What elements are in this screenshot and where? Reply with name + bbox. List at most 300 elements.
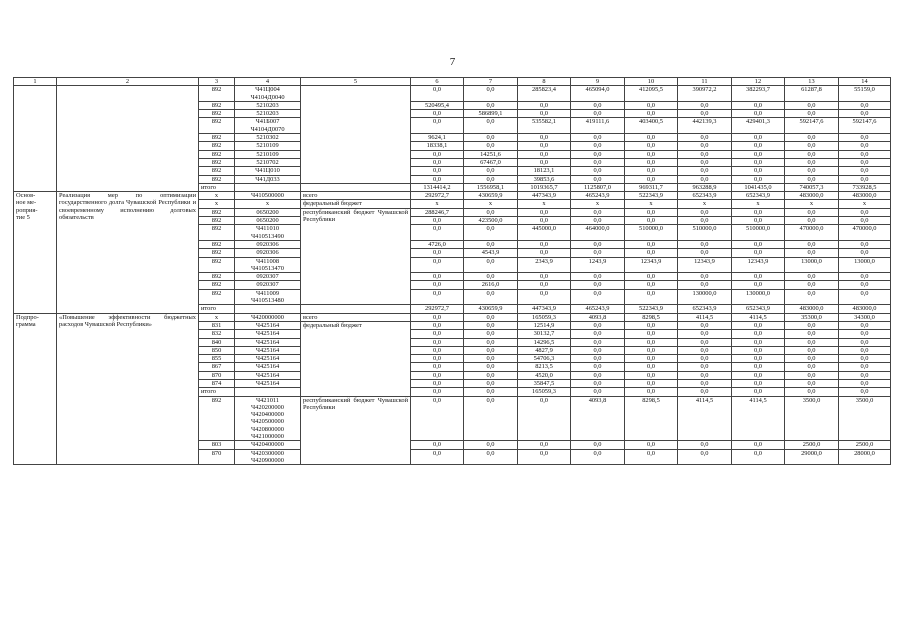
value-cell: 13000,0 — [785, 257, 839, 273]
budget-code: Ч425164 — [235, 346, 301, 354]
value-cell: 0,0 — [839, 363, 891, 371]
value-cell: 470000,0 — [785, 225, 839, 241]
cell-line: 0650200 — [256, 208, 279, 216]
value-cell: 522343,9 — [625, 192, 678, 200]
value-cell: 4093,8 — [571, 313, 625, 321]
budget-code — [235, 134, 301, 142]
table-row — [14, 86, 891, 102]
value-cell: 0,0 — [571, 355, 625, 363]
cell-line: Ч420200000 — [251, 403, 284, 411]
value-cell: 0,0 — [732, 346, 785, 354]
subprogram-label — [14, 313, 57, 465]
cell-line: 0920306 — [256, 240, 279, 248]
value-cell: 0,0 — [785, 158, 839, 166]
value-cell: 3500,0 — [785, 396, 839, 441]
value-cell: 0,0 — [625, 289, 678, 305]
value-cell: 0,0 — [678, 441, 732, 449]
value-cell: 0,0 — [839, 158, 891, 166]
value-cell: 1019365,7 — [518, 183, 571, 191]
value-cell: 0,0 — [785, 240, 839, 248]
value-cell: 28000,0 — [839, 449, 891, 465]
value-cell: 0,0 — [732, 134, 785, 142]
value-cell: 3500,0 — [839, 396, 891, 441]
value-cell: 4114,5 — [678, 313, 732, 321]
total-label: итого — [199, 388, 235, 396]
value-cell: 0,0 — [625, 441, 678, 449]
value-cell: 0,0 — [839, 217, 891, 225]
page-number: 7 — [449, 56, 456, 68]
value-cell: 0,0 — [785, 167, 839, 175]
value-cell: 0,0 — [571, 249, 625, 257]
admin-code: 892 — [199, 101, 235, 109]
value-cell: 0,0 — [839, 346, 891, 354]
value-cell: 39853,6 — [518, 175, 571, 183]
value-cell: 0,0 — [625, 208, 678, 216]
value-cell: 0,0 — [518, 158, 571, 166]
value-cell: 0,0 — [732, 321, 785, 329]
description-cell — [57, 86, 199, 192]
value-cell: 0,0 — [678, 217, 732, 225]
budget-code: x — [235, 200, 301, 208]
budget-code: Ч425164 — [235, 379, 301, 387]
value-cell: 8213,5 — [518, 363, 571, 371]
budget-code — [235, 281, 301, 289]
cell-line: 5210203 — [256, 110, 279, 118]
value-cell: 0,0 — [839, 330, 891, 338]
value-cell: 0,0 — [785, 175, 839, 183]
value-cell: 0,0 — [839, 355, 891, 363]
value-cell: 0,0 — [839, 371, 891, 379]
empty-cell — [235, 183, 301, 191]
value-cell: 0,0 — [678, 249, 732, 257]
admin-code: 892 — [199, 86, 235, 102]
value-cell: 969311,7 — [625, 183, 678, 191]
budget-code: Ч425164 — [235, 363, 301, 371]
value-cell: 0,0 — [785, 379, 839, 387]
column-number: 4 — [235, 78, 301, 86]
value-cell: 285823,4 — [518, 86, 571, 102]
value-cell: 0,0 — [785, 338, 839, 346]
table-body — [14, 78, 891, 465]
value-cell: 0,0 — [464, 175, 518, 183]
value-cell: 0,0 — [464, 449, 518, 465]
value-cell: 1041435,0 — [732, 183, 785, 191]
cell-line: Ч420500000 — [251, 418, 284, 426]
value-cell: 0,0 — [678, 371, 732, 379]
value-cell: 0,0 — [625, 338, 678, 346]
value-cell: 0,0 — [411, 396, 464, 441]
value-cell: 0,0 — [464, 379, 518, 387]
value-cell: 0,0 — [678, 281, 732, 289]
budget-code — [235, 273, 301, 281]
value-cell: 465243,9 — [571, 305, 625, 313]
budget-code: Ч425164 — [235, 338, 301, 346]
value-cell: 0,0 — [678, 110, 732, 118]
value-cell: 165059,3 — [518, 313, 571, 321]
value-cell: 0,0 — [732, 217, 785, 225]
cell-line: Ч420400000 — [251, 411, 284, 419]
value-cell: 0,0 — [839, 273, 891, 281]
value-cell: x — [625, 200, 678, 208]
value-cell: 0,0 — [785, 330, 839, 338]
value-cell: 0,0 — [464, 257, 518, 273]
value-cell: 0,0 — [411, 449, 464, 465]
value-cell: 0,0 — [785, 273, 839, 281]
value-cell: 0,0 — [411, 346, 464, 354]
value-cell: 0,0 — [625, 101, 678, 109]
value-cell: 0,0 — [411, 167, 464, 175]
funding-source: всего — [301, 192, 411, 200]
value-cell: 0,0 — [464, 396, 518, 441]
value-cell: 0,0 — [678, 330, 732, 338]
value-cell: 429401,3 — [732, 118, 785, 134]
admin-code: 874 — [199, 379, 235, 387]
value-cell: 382293,7 — [732, 86, 785, 102]
admin-code: 892 — [199, 217, 235, 225]
admin-code: x — [199, 192, 235, 200]
value-cell: 0,0 — [411, 257, 464, 273]
value-cell: 740057,3 — [785, 183, 839, 191]
admin-code: 892 — [199, 240, 235, 248]
value-cell: 0,0 — [625, 240, 678, 248]
budget-code — [235, 86, 301, 102]
admin-code: 867 — [199, 363, 235, 371]
value-cell: 0,0 — [839, 379, 891, 387]
cell-line: Ч41Д033 — [255, 175, 280, 183]
value-cell: 0,0 — [839, 134, 891, 142]
value-cell: 0,0 — [839, 281, 891, 289]
funding-source: республиканский бюджет Чувашской Республики — [301, 208, 411, 305]
value-cell: 13000,0 — [839, 257, 891, 273]
cell-line: Ч420400000 — [251, 441, 284, 449]
funding-source: федеральный бюджет — [301, 321, 411, 396]
admin-code: 892 — [199, 150, 235, 158]
budget-code — [235, 396, 301, 441]
value-cell: 592147,6 — [785, 118, 839, 134]
value-cell: 963288,9 — [678, 183, 732, 191]
value-cell: 0,0 — [518, 396, 571, 441]
value-cell: 0,0 — [785, 346, 839, 354]
budget-code: Ч425164 — [235, 330, 301, 338]
value-cell: 0,0 — [518, 289, 571, 305]
value-cell: 18123,1 — [518, 167, 571, 175]
column-number: 14 — [839, 78, 891, 86]
column-number: 9 — [571, 78, 625, 86]
budget-code — [235, 101, 301, 109]
value-cell: 0,0 — [625, 388, 678, 396]
budget-code — [235, 249, 301, 257]
value-cell: 0,0 — [785, 281, 839, 289]
value-cell: 442139,3 — [678, 118, 732, 134]
value-cell: 0,0 — [839, 338, 891, 346]
value-cell: 0,0 — [571, 346, 625, 354]
value-cell: 0,0 — [785, 110, 839, 118]
value-cell: 0,0 — [518, 208, 571, 216]
value-cell: 0,0 — [464, 208, 518, 216]
budget-code — [235, 441, 301, 449]
admin-code: 892 — [199, 281, 235, 289]
value-cell: 419111,6 — [571, 118, 625, 134]
admin-code: 892 — [199, 257, 235, 273]
budget-code: Ч420000000 — [235, 313, 301, 321]
value-cell: 0,0 — [678, 379, 732, 387]
funding-source: республиканский бюджет Чувашской Республики — [301, 396, 411, 465]
budget-code: Ч425164 — [235, 355, 301, 363]
value-cell: 445000,0 — [518, 225, 571, 241]
value-cell: 0,0 — [411, 249, 464, 257]
value-cell: 30132,7 — [518, 330, 571, 338]
value-cell: 464000,0 — [571, 225, 625, 241]
value-cell: 0,0 — [785, 388, 839, 396]
value-cell: 0,0 — [785, 208, 839, 216]
budget-table — [13, 77, 891, 465]
admin-code: x — [199, 313, 235, 321]
admin-code: 892 — [199, 142, 235, 150]
empty-cell — [301, 183, 411, 191]
value-cell: 54706,3 — [518, 355, 571, 363]
value-cell: 67467,0 — [464, 158, 518, 166]
value-cell: 0,0 — [625, 175, 678, 183]
budget-code — [235, 257, 301, 273]
value-cell: 130000,0 — [732, 289, 785, 305]
cell-line: Ч421011 — [255, 396, 280, 404]
value-cell: 0,0 — [411, 330, 464, 338]
value-cell: 2500,0 — [839, 441, 891, 449]
value-cell: 0,0 — [518, 150, 571, 158]
value-cell: 447343,9 — [518, 305, 571, 313]
value-cell: 4520,0 — [518, 371, 571, 379]
column-number: 6 — [411, 78, 464, 86]
value-cell: x — [785, 200, 839, 208]
value-cell: 0,0 — [785, 321, 839, 329]
value-cell: 403400,5 — [625, 118, 678, 134]
value-cell: 0,0 — [785, 142, 839, 150]
value-cell: 0,0 — [518, 249, 571, 257]
value-cell: 0,0 — [732, 175, 785, 183]
admin-code: 803 — [199, 441, 235, 449]
admin-code: 892 — [199, 208, 235, 216]
value-cell: 14296,5 — [518, 338, 571, 346]
table-row — [14, 192, 891, 200]
value-cell: 0,0 — [678, 142, 732, 150]
value-cell: 0,0 — [732, 363, 785, 371]
value-cell: 483000,0 — [785, 192, 839, 200]
value-cell: 0,0 — [464, 313, 518, 321]
value-cell: 0,0 — [732, 240, 785, 248]
value-cell: 0,0 — [571, 240, 625, 248]
value-cell: 0,0 — [571, 289, 625, 305]
budget-code — [235, 240, 301, 248]
value-cell: 0,0 — [678, 321, 732, 329]
value-cell: 0,0 — [625, 217, 678, 225]
value-cell: 0,0 — [732, 158, 785, 166]
header-row — [14, 78, 891, 86]
value-cell: 0,0 — [411, 313, 464, 321]
budget-code — [235, 225, 301, 241]
column-number: 12 — [732, 78, 785, 86]
value-cell: 0,0 — [785, 371, 839, 379]
value-cell: 520495,4 — [411, 101, 464, 109]
value-cell: 12343,9 — [678, 257, 732, 273]
value-cell: 0,0 — [411, 86, 464, 102]
value-cell: x — [839, 200, 891, 208]
value-cell: 0,0 — [518, 441, 571, 449]
value-cell: 0,0 — [571, 330, 625, 338]
total-label: итого — [199, 305, 235, 313]
admin-code: 892 — [199, 118, 235, 134]
value-cell: 4114,5 — [732, 396, 785, 441]
admin-code: 870 — [199, 449, 235, 465]
value-cell: 0,0 — [464, 388, 518, 396]
value-cell: 12514,9 — [518, 321, 571, 329]
budget-code — [235, 449, 301, 465]
admin-code: 892 — [199, 225, 235, 241]
value-cell: 4093,8 — [571, 396, 625, 441]
budget-code: Ч425164 — [235, 321, 301, 329]
value-cell: 0,0 — [571, 363, 625, 371]
value-cell: 652343,9 — [678, 192, 732, 200]
value-cell: 0,0 — [411, 441, 464, 449]
value-cell: x — [518, 200, 571, 208]
value-cell: 0,0 — [678, 134, 732, 142]
value-cell: 0,0 — [625, 150, 678, 158]
value-cell: 0,0 — [411, 110, 464, 118]
column-number: 11 — [678, 78, 732, 86]
value-cell: 35300,0 — [785, 313, 839, 321]
value-cell: 4114,5 — [732, 313, 785, 321]
value-cell: 0,0 — [839, 208, 891, 216]
value-cell: 0,0 — [785, 249, 839, 257]
value-cell: 483000,0 — [839, 305, 891, 313]
value-cell: 0,0 — [464, 240, 518, 248]
value-cell: 0,0 — [464, 338, 518, 346]
value-cell: 510000,0 — [732, 225, 785, 241]
value-cell: 0,0 — [732, 249, 785, 257]
value-cell: 1243,9 — [571, 257, 625, 273]
cell-line: 0920307 — [256, 273, 279, 281]
value-cell: 652343,9 — [678, 305, 732, 313]
value-cell: 0,0 — [411, 150, 464, 158]
value-cell: 0,0 — [571, 134, 625, 142]
value-cell: 1125807,0 — [571, 183, 625, 191]
value-cell: 0,0 — [464, 371, 518, 379]
value-cell: 0,0 — [571, 158, 625, 166]
value-cell: 0,0 — [571, 388, 625, 396]
value-cell: 0,0 — [732, 150, 785, 158]
value-cell: 0,0 — [411, 363, 464, 371]
subprogram-description: «Повышение эффективности бюджетных расходов Чувашской Республики» — [57, 313, 199, 465]
value-cell: 55159,0 — [839, 86, 891, 102]
value-cell: x — [571, 200, 625, 208]
value-cell: x — [732, 200, 785, 208]
value-cell: 0,0 — [678, 240, 732, 248]
cell-line: 5210109 — [256, 150, 279, 158]
value-cell: 1556958,1 — [464, 183, 518, 191]
cell-line: ное ме- — [16, 199, 37, 207]
value-cell: 447343,9 — [518, 192, 571, 200]
admin-code: 892 — [199, 396, 235, 441]
value-cell: 0,0 — [625, 363, 678, 371]
cell-line: Ч410513490 — [251, 232, 284, 240]
value-cell: 0,0 — [571, 449, 625, 465]
value-cell: 0,0 — [411, 158, 464, 166]
source-cell — [301, 86, 411, 184]
value-cell: 0,0 — [625, 379, 678, 387]
admin-code: 831 — [199, 321, 235, 329]
admin-code: 892 — [199, 158, 235, 166]
cell-line: Ч420800000 — [251, 425, 284, 433]
column-number: 3 — [199, 78, 235, 86]
admin-code: 840 — [199, 338, 235, 346]
value-cell: 0,0 — [625, 321, 678, 329]
value-cell: 2500,0 — [785, 441, 839, 449]
value-cell: 0,0 — [518, 110, 571, 118]
value-cell: 0,0 — [464, 101, 518, 109]
value-cell: 0,0 — [571, 142, 625, 150]
value-cell: 0,0 — [464, 273, 518, 281]
cell-line: роприя- — [16, 206, 38, 214]
value-cell: 0,0 — [678, 175, 732, 183]
value-cell: 0,0 — [411, 371, 464, 379]
cell-line: Ч41Б007 — [255, 118, 280, 126]
value-cell: 4543,9 — [464, 249, 518, 257]
value-cell: 0,0 — [571, 150, 625, 158]
budget-code — [235, 175, 301, 183]
value-cell: 8298,5 — [625, 313, 678, 321]
value-cell: 0,0 — [464, 346, 518, 354]
value-cell: 0,0 — [839, 289, 891, 305]
value-cell: 0,0 — [732, 371, 785, 379]
value-cell: 292972,7 — [411, 305, 464, 313]
value-cell: 0,0 — [678, 363, 732, 371]
value-cell: 0,0 — [839, 150, 891, 158]
cell-line: Ч41Ц004 — [255, 86, 280, 94]
value-cell: 0,0 — [839, 110, 891, 118]
value-cell: 465243,9 — [571, 192, 625, 200]
cell-line: 5210702 — [256, 158, 279, 166]
cell-line: Ч411010 — [255, 225, 280, 233]
cell-line: Подпро- — [16, 313, 39, 321]
budget-code — [235, 110, 301, 118]
value-cell: 733928,5 — [839, 183, 891, 191]
value-cell: 0,0 — [518, 142, 571, 150]
admin-code: 850 — [199, 346, 235, 354]
admin-code: 870 — [199, 371, 235, 379]
value-cell: 0,0 — [732, 167, 785, 175]
value-cell: 0,0 — [625, 158, 678, 166]
value-cell: 0,0 — [518, 281, 571, 289]
value-cell: 0,0 — [839, 142, 891, 150]
empty-cell — [301, 305, 411, 313]
value-cell: 0,0 — [732, 101, 785, 109]
value-cell: 0,0 — [411, 217, 464, 225]
budget-code — [235, 289, 301, 305]
admin-code: 855 — [199, 355, 235, 363]
value-cell: 0,0 — [625, 249, 678, 257]
value-cell: 0,0 — [411, 289, 464, 305]
value-cell: 652343,9 — [732, 192, 785, 200]
value-cell: 0,0 — [571, 217, 625, 225]
value-cell: 0,0 — [411, 379, 464, 387]
cell-line: Ч411008 — [255, 257, 280, 265]
value-cell: 510000,0 — [678, 225, 732, 241]
budget-code: Ч425164 — [235, 371, 301, 379]
value-cell: 9624,1 — [411, 134, 464, 142]
value-cell: 0,0 — [464, 134, 518, 142]
cell-line: Ч4104Д0040 — [250, 93, 285, 101]
value-cell: 0,0 — [625, 355, 678, 363]
cell-line: Ч411009 — [255, 289, 280, 297]
